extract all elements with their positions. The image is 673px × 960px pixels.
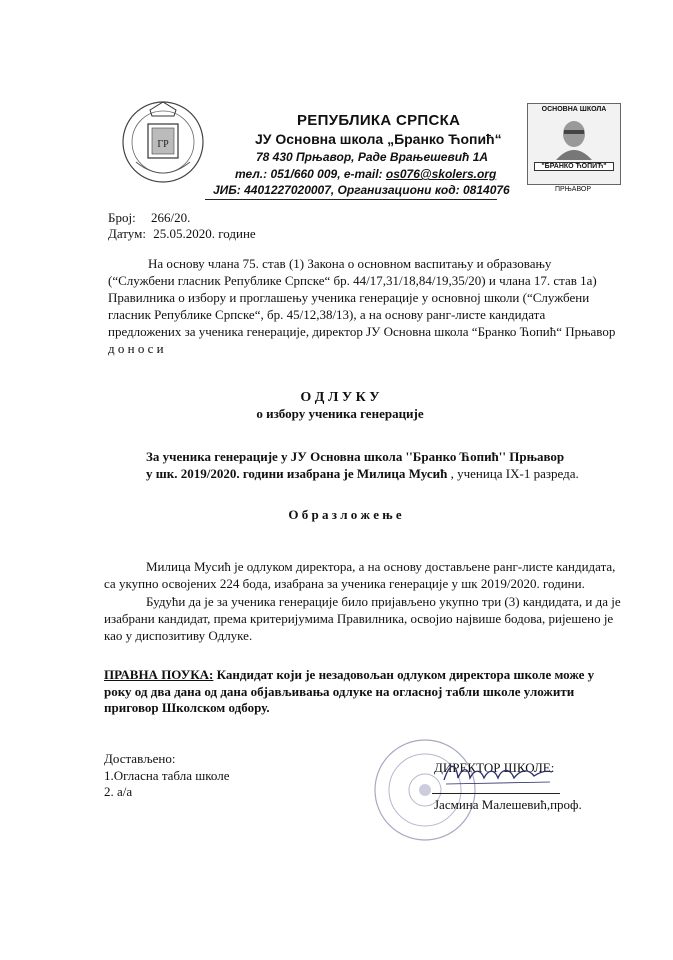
legal-label: ПРАВНА ПОУКА: — [104, 667, 214, 682]
decision-student-name: Милица Мусић — [356, 466, 448, 481]
decision-class: , ученица IX-1 разреда. — [447, 466, 579, 481]
reasoning-line-4: изабрани кандидат, према критеријумима Правилника, освојио највише бодова, ријешено је — [104, 611, 614, 626]
reasoning-title: О б р а з л о ж е њ е — [288, 507, 402, 522]
legal-text-1: Кандидат који је незадовољан одлуком директора школе може у — [213, 667, 595, 682]
reasoning-line-3: Будући да је за ученика генерације било пријављено укупно три (3) кандидата, и да је — [146, 594, 621, 609]
header-contact — [235, 167, 496, 181]
date-value: 25.05.2020. године — [153, 226, 256, 241]
legal-line-3: приговор Школском одбору. — [104, 700, 270, 715]
intro-line-5: предложених за ученика генерације, директор ЈУ Основна школа “Бранко Ћопић“ Прњавор — [108, 324, 616, 339]
delivery-title: Достављено: — [104, 751, 176, 766]
reasoning-line-5: као у диспозитиву Одлуке. — [104, 628, 253, 643]
coat-of-arms-seal — [118, 92, 208, 187]
reasoning-line-1: Милица Мусић је одлуком директора, а на основу достављене ранг-листе кандидата, — [146, 559, 616, 574]
school-logo-name: "БРАНКО ЋОПИЋ" — [534, 162, 614, 171]
legal-line-1 — [104, 667, 594, 683]
decision-school-year: у шк. 2019/2020. — [146, 466, 240, 481]
school-logo-bottom-text: ПРЊАВОР — [555, 186, 591, 193]
reasoning-line-2: са укупно освојених 224 бода, изабрана за ученика генерације у шк 2019/2020. години. — [104, 576, 585, 591]
header-ids: ЈИБ: 4401227020007, Организациони код: 0814076 — [213, 183, 510, 197]
handwritten-signature — [440, 758, 555, 788]
header-tel: тел.: 051/660 009, e-mail: — [235, 167, 386, 181]
school-logo-top-text: ОСНОВНА ШКОЛА — [541, 106, 607, 113]
header-title: РЕПУБЛИКА СРПСКА — [297, 112, 461, 129]
header-divider — [205, 199, 497, 200]
signature-line — [432, 793, 560, 794]
date-label: Датум: — [108, 226, 146, 241]
portrait-icon — [552, 116, 596, 160]
intro-line-4: гласник Републике Српске“, бр. 45/12,38/13), а на основу ранг-листе кандидата — [108, 307, 546, 322]
delivery-item-1: 1.Огласна табла школе — [104, 768, 230, 783]
director-name: Јасмина Малешевић,проф. — [434, 797, 582, 812]
document-number — [108, 210, 190, 226]
school-stamp — [370, 735, 480, 845]
document-date — [108, 226, 256, 242]
decision-subtitle: о избору ученика генерације — [256, 406, 424, 421]
decision-title: О Д Л У К У — [300, 390, 380, 405]
intro-line-2: (“Службени гласник Републике Српске“ бр. 44/17,31/18,84/19,35/20) и члана 17. став 1а) — [108, 273, 597, 288]
decision-line-2 — [146, 466, 579, 482]
decision-line-1: За ученика генерације у ЈУ Основна школа ''Бранко Ћопић'' Прњавор — [146, 449, 565, 464]
decision-mid: години изабрана је — [239, 466, 357, 481]
school-logo-photo — [527, 103, 621, 185]
number-value: 266/20. — [150, 210, 191, 225]
header-address: 78 430 Прњавор, Раде Врањешевић 1А — [256, 150, 489, 164]
director-role: ДИРЕКТОР ШКОЛЕ: — [434, 760, 555, 775]
header-email-link[interactable]: os076@skolers.org — [385, 167, 497, 181]
delivery-item-2: 2. а/а — [104, 784, 133, 799]
intro-line-6: д о н о с и — [108, 341, 164, 356]
svg-text:ГР: ГР — [157, 139, 169, 150]
number-label: Број: — [108, 210, 136, 225]
legal-line-2: року од два дана од дана објављивања одлуке на огласној табли школе уложити — [104, 684, 575, 699]
intro-line-3: Правилника о избору и проглашењу ученика генерације у основној школи (“Службени — [108, 290, 590, 305]
intro-line-1: На основу члана 75. став (1) Закона о основном васпитању и образовању — [148, 256, 552, 271]
header-school: ЈУ Основна школа „Бранко Ћопић“ — [255, 131, 502, 147]
